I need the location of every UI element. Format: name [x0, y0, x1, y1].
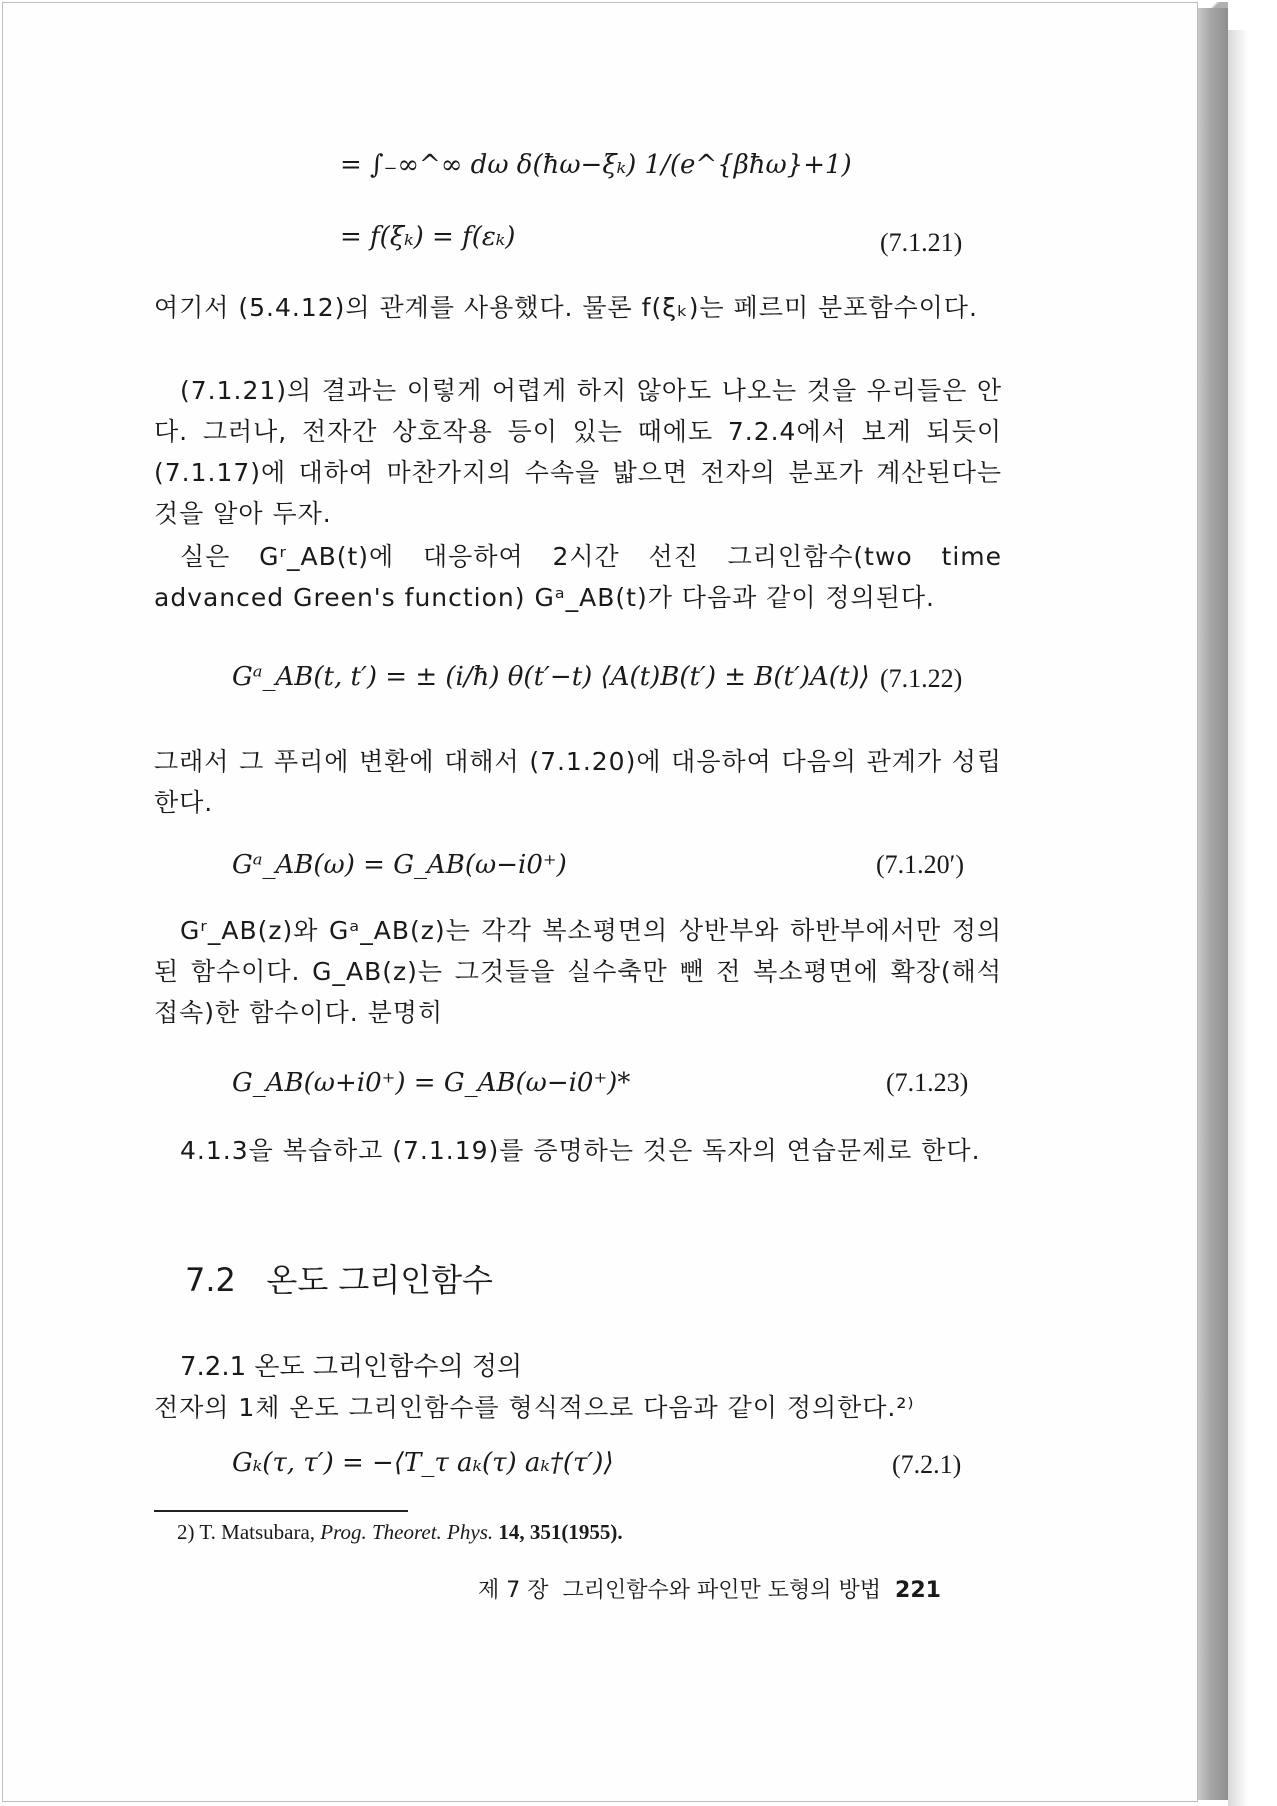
footnote	[177, 1520, 623, 1545]
equation-number-7-2-1: (7.2.1)	[892, 1450, 962, 1479]
paragraph-temperature-green-definition: 전자의 1체 온도 그리인함수를 형식적으로 다음과 같이 정의한다.²⁾	[154, 1393, 915, 1422]
paragraph-fermi-distribution: 여기서 (5.4.12)의 관계를 사용했다. 물론 f(ξₖ)는 페르미 분포함수이다.	[154, 293, 978, 322]
equation-number-7-1-21: (7.1.21)	[880, 228, 963, 257]
footnote-author: T. Matsubara,	[199, 1520, 316, 1544]
subsection-title: 온도 그리인함수의 정의	[254, 1352, 523, 1382]
equation-7-1-20-prime: Gᵃ_AB(ω) = G_AB(ω−i0⁺)	[232, 850, 567, 880]
subsection-number: 7.2.1	[180, 1352, 247, 1382]
equation-number-7-1-22: (7.1.22)	[880, 664, 963, 693]
equation-number-7-1-23: (7.1.23)	[886, 1068, 969, 1097]
section-number: 7.2	[185, 1261, 236, 1299]
subsection-heading	[180, 1346, 522, 1383]
paragraph-complex-plane: Gʳ_AB(z)와 Gᵃ_AB(z)는 각각 복소평면의 상반부와 하반부에서만 정의된 함수이다. G_AB(z)는 그것들을 실수축만 뺀 전 복소평면에 확장(해석접속)한 함수이다. 분명히	[154, 916, 1002, 1027]
footnote-rule	[154, 1510, 408, 1512]
section-title: 온도 그리인함수	[266, 1261, 493, 1299]
equation-7-1-22: Gᵃ_AB(t, t′) = ± (i/ħ) θ(t′−t) ⟨A(t)B(t′) ± B(t′)A(t)⟩	[232, 662, 870, 692]
equation-7-1-21-line2: = f(ξₖ) = f(εₖ)	[340, 222, 516, 252]
footnote-pages: 351(1955).	[529, 1520, 623, 1544]
paragraph-exercise: 4.1.3을 복습하고 (7.1.19)를 증명하는 것은 독자의 연습문제로 한다.	[180, 1136, 981, 1165]
section-heading	[185, 1255, 493, 1301]
page-shadow	[1228, 30, 1248, 1806]
page-stack-edge	[1198, 8, 1228, 1800]
footer-chapter-title: 그리인함수와 파인만 도형의 방법	[562, 1578, 882, 1603]
equation-number-7-1-20-prime: (7.1.20′)	[876, 850, 965, 879]
footer-chapter: 제 7 장	[478, 1578, 549, 1603]
paragraph-fourier-transform: 그래서 그 푸리에 변환에 대해서 (7.1.20)에 대응하여 다음의 관계가 성립한다.	[154, 747, 1002, 817]
running-footer	[478, 1573, 941, 1604]
paragraph-electron-distribution: (7.1.21)의 결과는 이렇게 어렵게 하지 않아도 나오는 것을 우리들은 안다. 그러나, 전자간 상호작용 등이 있는 때에도 7.2.4에서 보게 되듯이 (7.1.17)에 대하여 마찬가지의 수속을 밟으면 전자의 분포가 계산된다는 것을 알아 두자.	[154, 376, 1002, 528]
footnote-mark: 2)	[177, 1520, 195, 1544]
equation-7-2-1: Gₖ(τ, τ′) = −⟨T_τ aₖ(τ) aₖ†(τ′)⟩	[232, 1448, 614, 1478]
equation-7-1-23: G_AB(ω+i0⁺) = G_AB(ω−i0⁺)*	[232, 1068, 631, 1098]
footnote-volume: 14,	[498, 1520, 525, 1544]
equation-7-1-21-line1: = ∫₋∞^∞ dω δ(ħω−ξₖ) 1/(e^{βħω}+1)	[340, 150, 852, 180]
paragraph-advanced-green-function: 실은 Gʳ_AB(t)에 대응하여 2시간 선진 그리인함수(two time advanced Green's function) Gᵃ_AB(t)가 다음과 같이 정의된다.	[154, 542, 1002, 612]
footnote-journal: Prog. Theoret. Phys.	[320, 1520, 494, 1544]
page-number: 221	[895, 1578, 941, 1603]
